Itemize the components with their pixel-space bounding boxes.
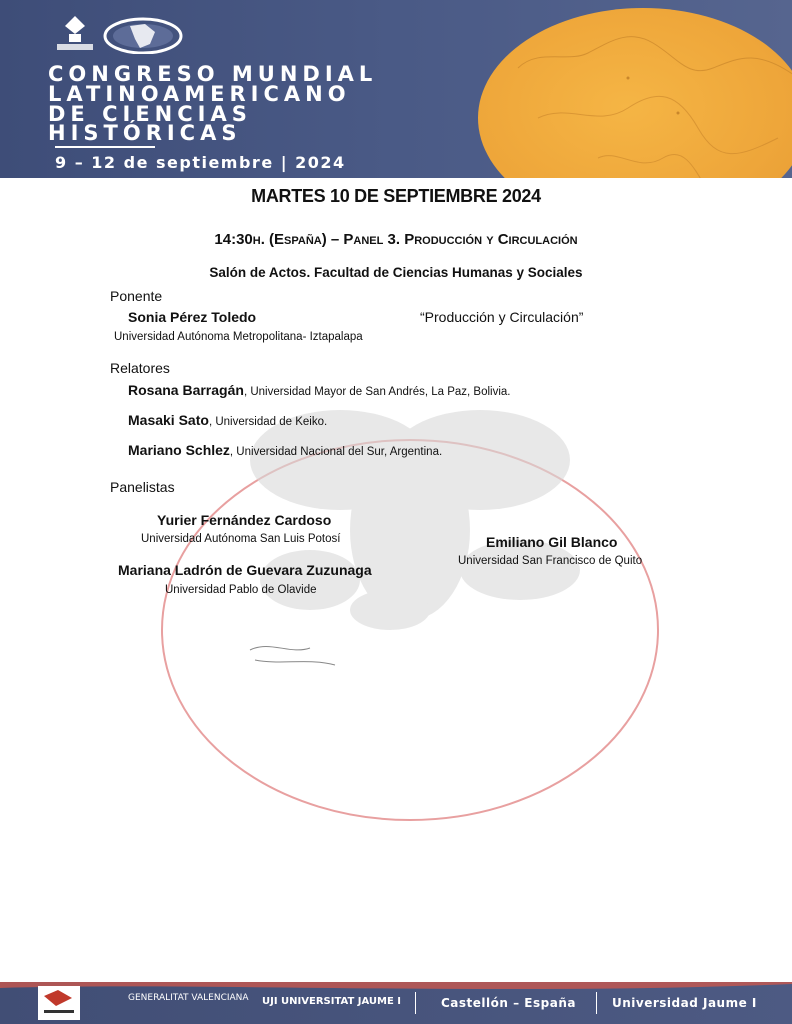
title-line-2: LATINOAMERICANO xyxy=(48,82,351,106)
relator-item xyxy=(128,382,511,400)
generalitat-text: GENERALITAT VALENCIANA xyxy=(128,993,249,1003)
header-banner xyxy=(0,0,792,178)
panelista-name: Emiliano Gil Blanco xyxy=(486,534,618,550)
title-line-4: HISTÓRICAS xyxy=(48,121,242,145)
panelista-affiliation: Universidad Autónoma San Luis Potosí xyxy=(141,533,341,545)
relator-item xyxy=(128,412,327,430)
university-crest-icon xyxy=(38,986,80,1020)
footer-university: Universidad Jaume I xyxy=(612,996,757,1010)
panelista-affiliation: Universidad Pablo de Olavide xyxy=(165,584,317,596)
relator-name: Mariano Schlez xyxy=(128,442,230,458)
panelistas-label: Panelistas xyxy=(110,479,175,495)
footer-separator xyxy=(596,992,597,1014)
panelista-affiliation: Universidad San Francisco de Quito xyxy=(458,555,643,567)
uji-logo xyxy=(262,996,401,1007)
footer-bar xyxy=(0,982,792,1024)
footer-location: Castellón – España xyxy=(441,996,576,1010)
congress-dates: 9 – 12 de septiembre | 2024 xyxy=(55,153,346,172)
relator-name: Rosana Barragán xyxy=(128,382,244,398)
ponente-affiliation: Universidad Autónoma Metropolitana- Iztapalapa xyxy=(114,331,363,343)
relatores-label: Relatores xyxy=(110,360,170,376)
title-line-3: DE CIENCIAS xyxy=(48,102,252,126)
ponente-label: Ponente xyxy=(110,288,163,304)
map-outline-graphic xyxy=(478,8,792,178)
ponente-name: Sonia Pérez Toledo xyxy=(128,309,257,325)
ponente-talk-title: “Producción y Circulación” xyxy=(420,309,584,325)
panelista-name: Yurier Fernández Cardoso xyxy=(157,512,332,528)
relator-affiliation: , Universidad Nacional del Sur, Argentina. xyxy=(229,446,443,458)
venue: Salón de Actos. Facultad de Ciencias Humanas y Sociales xyxy=(209,265,583,280)
day-title: MARTES 10 DE SEPTIEMBRE 2024 xyxy=(251,186,541,206)
footer-separator xyxy=(415,992,416,1014)
panelista-name: Mariana Ladrón de Guevara Zuzunaga xyxy=(118,562,372,578)
panel-title: 14:30h. (España) – Panel 3. Producción y Circulación xyxy=(214,231,578,248)
relator-affiliation: , Universidad de Keiko. xyxy=(208,416,328,428)
congress-logo xyxy=(55,14,185,54)
relator-affiliation: , Universidad Mayor de San Andrés, La Paz, Bolivia. xyxy=(243,386,511,398)
relator-name: Masaki Sato xyxy=(128,412,209,428)
generalitat-logo xyxy=(128,994,249,1003)
uji-text: UJI UNIVERSITAT JAUME I xyxy=(262,996,402,1007)
title-line-1: CONGRESO MUNDIAL xyxy=(48,62,378,86)
title-divider xyxy=(55,146,155,148)
relator-item xyxy=(128,442,442,460)
